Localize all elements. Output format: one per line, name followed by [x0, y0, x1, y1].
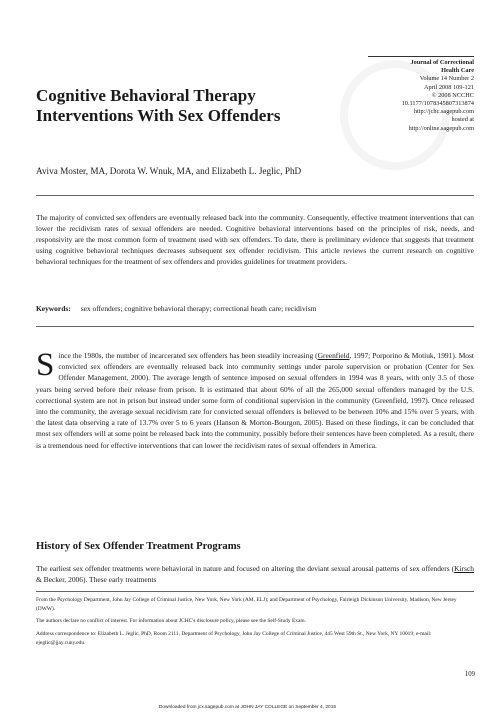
- section-paragraph: [36, 563, 474, 585]
- footnote-conflict: The authors declare no conflict of interest. For information about JCHC's disclosure policy, please see the Self-Study Exam.: [36, 618, 307, 624]
- intro-rest: , 1997; Porporino & Motiuk, 1991). Most convicted sex offenders are eventually released back into community settings under parole supervision or probation (Center for Sex Offender Management, 2000). The average length of sentence imposed on sexual offenders in 1994 was 8 years, with only 3.5 of those years being served before their release from prison. It is estimated that about 60% of all the 265,000 sexual offenders managed by the U.S. correctional system are not in prison but instead under some form of conditional supervision in the community (Greenfield, 1997). Once released into the community, the average sexual recidivism rate for convicted sexual offenders is believed to be between 10% and 15% over 5 years, with the latest data observing a rate of 13.7% over 5 to 6 years (Hanson & Morton-Bourgon, 2005). Based on these findings, it can be concluded that most sex offenders will at some point be released back into the community, possibly before their sentences have been completed. As a result, there is a tremendous need for effective interventions that can lower the recidivism rates of sexual offenders in America.: [36, 351, 474, 450]
- keywords: [36, 304, 474, 314]
- abstract-rule: [36, 326, 474, 327]
- journal-volume: Volume 14 Number 2: [419, 75, 474, 83]
- header-rule: [36, 195, 474, 196]
- reference-link-greenfield[interactable]: Greenfield: [317, 351, 350, 360]
- drop-cap: S: [36, 347, 55, 383]
- article-authors: Aviva Moster, MA, Dorota W. Wnuk, MA, and Elizabeth L. Jeglic, PhD: [36, 166, 302, 176]
- keywords-text: sex offenders; cognitive behavioral therapy; correctional heath care; recidivism: [80, 304, 317, 313]
- abstract: The majority of convicted sex offenders are eventually released back into the community. Consequently, effective treatment interventions that can lower the recidivism rates of sexual offenders are needed. Cognitive behavioral interventions based on the principles of risk, needs, and responsivity are the most common form of treatment used with sex offenders. To date, there is preliminary evidence that suggests that treatment using cognitive behavioral techniques decreases subsequent sex offender recidivism. This article reviews the current research on cognitive behavioral techniques for the treatment of sex offenders and provides guidelines for treatment providers.: [36, 213, 474, 266]
- journal-doi: 10.1177/1078345807313874: [401, 100, 474, 108]
- journal-info: [368, 56, 474, 133]
- section-heading: History of Sex Offender Treatment Programs: [36, 541, 241, 552]
- journal-hosted-at: hosted at: [451, 116, 474, 124]
- footnote-affiliation: From the Psychology Department, John Jay College of Criminal Justice, New York, New York (AM, ELJ); and Department of Psychology, Fairleigh Dickinson University, Madison, New Jersey (DWW).: [36, 597, 457, 612]
- reference-link-kirsch[interactable]: Kirsch: [454, 564, 474, 573]
- download-note: Downloaded from jcx.sagepub.com at JOHN JAY COLLEGE on September 4, 2015: [158, 705, 337, 710]
- journal-online-url[interactable]: http://online.sagepub.com: [408, 124, 474, 132]
- journal-url[interactable]: http://jchc.sagepub.com: [413, 108, 474, 116]
- intro-paragraph: [36, 347, 474, 451]
- journal-date-pages: April 2008 109-121: [423, 83, 474, 91]
- section-rest: & Becker, 2006). These early treatments: [36, 575, 157, 585]
- journal-name-line2: Health Care: [441, 67, 474, 75]
- keywords-label: Keywords:: [36, 304, 71, 313]
- journal-name-line1: Journal of Correctional: [410, 59, 474, 66]
- page-number: 109: [464, 671, 475, 678]
- journal-copyright: © 2008 NCCHC: [431, 91, 474, 99]
- footnote-rule: [36, 591, 474, 592]
- intro-lead: ince the 1980s, the number of incarcerated sex offenders has been steadily increasing (: [58, 351, 318, 360]
- article-title: Cognitive Behavioral Therapy Interventions With Sex Offenders: [36, 86, 281, 125]
- footnote-address: Address correspondence to: Elizabeth L. Jeglic, PhD, Room 2111, Department of Psychology, John Jay College of Criminal Justice, 445 West 59th St., New York, NY 10019; e-mail: ejeglic@jjay.cuny.edu.: [36, 631, 432, 646]
- section-lead: The earliest sex offender treatments were behavioral in nature and focused on altering the deviant sexual arousal patterns of sex offenders (: [36, 564, 455, 573]
